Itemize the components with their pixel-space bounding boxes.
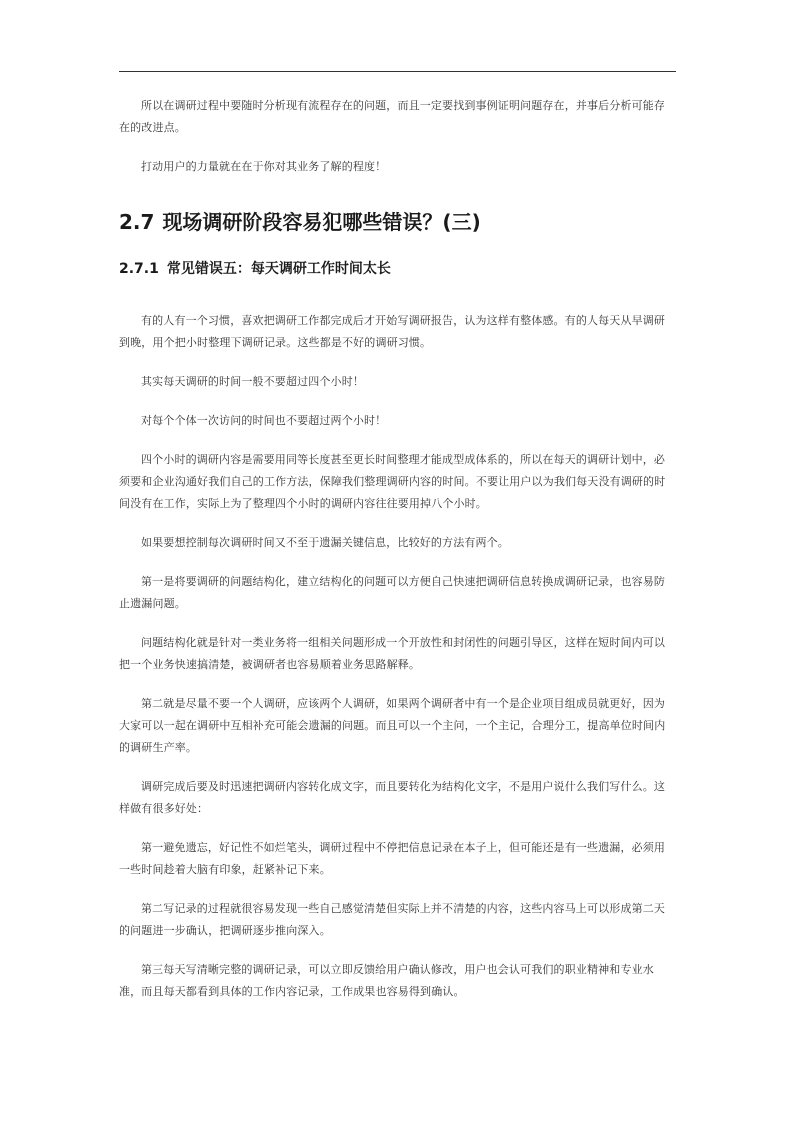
section-number: 2.7 [119,210,155,234]
paragraph-body-5: 如果要想控制每次调研时间又不至于遗漏关键信息，比较好的方法有两个。 [141,536,509,549]
paragraph-body-1: 有的人有一个习惯，喜欢把调研工作都完成后才开始写调研报告，认为这样有整体感。有的人每天从早调研到晚，用个把小时整理下调研记录。这些都是不好的调研习惯。 [119,314,666,349]
page-content [119,95,676,1006]
paragraph-body-2: 其实每天调研的时间一般不要超过四个小时！ [141,375,364,388]
subsection-number: 2.7.1 [119,261,159,277]
header-rule [119,71,676,72]
paragraph-body-12: 第三每天写清晰完整的调研记录，可以立即反馈给用户确认修改，用户也会认可我们的职业精神和专业水准，而且每天都看到具体的工作内容记录，工作成果也容易得到确认。 [119,963,654,998]
paragraph-intro-2: 打动用户的力量就在在于你对其业务了解的程度！ [141,160,387,173]
paragraph-body-6: 第一是将要调研的问题结构化，建立结构化的问题可以方便自己快速把调研信息转换成调研记录，也容易防止遗漏问题。 [119,575,666,610]
paragraph-body-7: 问题结构化就是针对一类业务将一组相关问题形成一个开放性和封闭性的问题引导区，这样在短时间内可以把一个业务快速搞清楚，被调研者也容易顺着业务思路解释。 [119,636,666,671]
subsection-heading [119,258,676,280]
paragraph-body-11: 第二写记录的过程就很容易发现一些自己感觉清楚但实际上并不清楚的内容，这些内容马上可以形成第二天的问题进一步确认，把调研逐步推向深入。 [119,902,666,937]
paragraph-body-8: 第二就是尽量不要一个人调研，应该两个人调研，如果两个调研者中有一个是企业项目组成员就更好，因为大家可以一起在调研中互相补充可能会遗漏的问题。而且可以一个主问，一个主记，合理分工，提高单位时间内的调研生产率。 [119,697,666,754]
section-heading [119,208,676,236]
section-title: 现场调研阶段容易犯哪些错误？(三) [162,210,481,234]
paragraph-body-10: 第一避免遗忘，好记性不如烂笔头，调研过程中不停把信息记录在本子上，但可能还是有一些遗漏，必须用一些时间趁着大脑有印象，赶紧补记下来。 [119,841,666,876]
paragraph-intro-1: 所以在调研过程中要随时分析现有流程存在的问题，而且一定要找到事例证明问题存在，并事后分析可能存在的改进点。 [119,99,666,134]
paragraph-body-4: 四个小时的调研内容是需要用同等长度甚至更长时间整理才能成型成体系的，所以在每天的调研计划中，必须要和企业沟通好我们自己的工作方法，保障我们整理调研内容的时间。不要让用户以为我们每天没有调研的时间没有在工作，实际上为了整理四个小时的调研内容往往要用掉八个小时。 [119,453,666,510]
paragraph-body-9: 调研完成后要及时迅速把调研内容转化成文字，而且要转化为结构化文字，不是用户说什么我们写什么。这样做有很多好处： [119,780,666,815]
subsection-title: 常见错误五：每天调研工作时间太长 [166,261,391,277]
paragraph-body-3: 对每个个体一次访问的时间也不要超过两个小时！ [141,414,387,427]
